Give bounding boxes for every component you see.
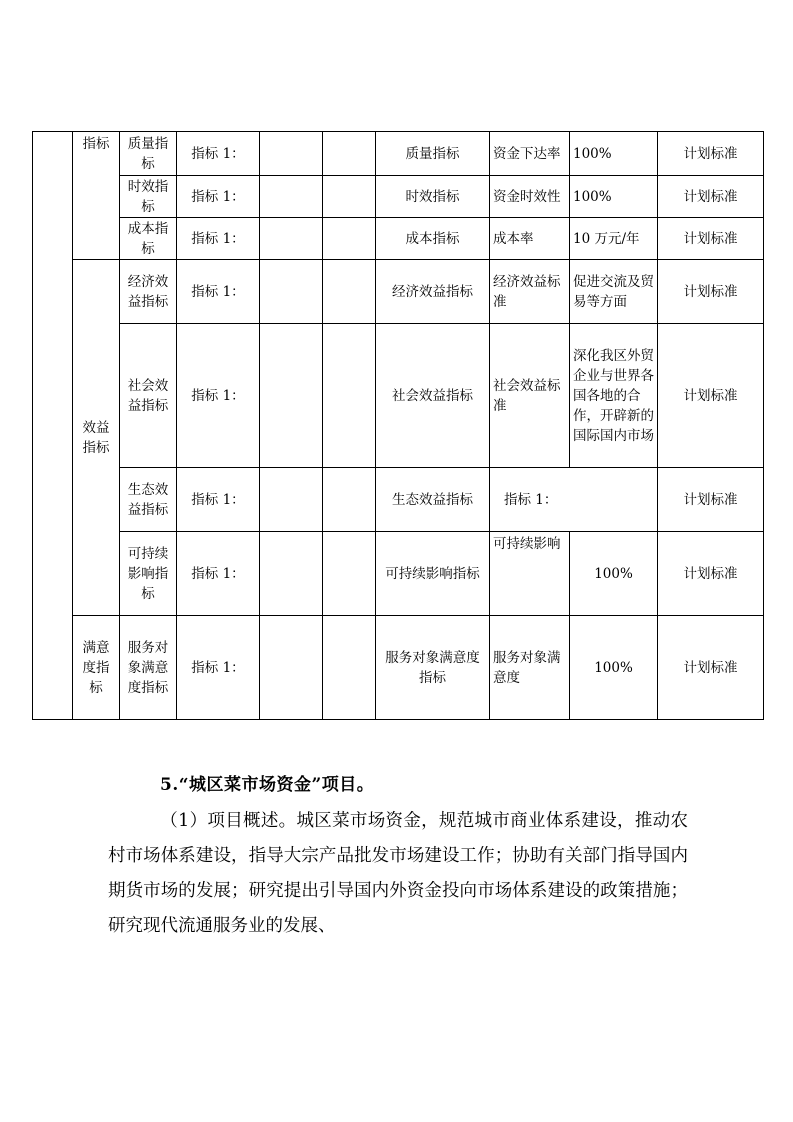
value-cell: 100% bbox=[570, 176, 658, 218]
value-cell: 100% bbox=[570, 132, 658, 176]
blank-cell bbox=[323, 260, 376, 324]
basis-cell: 计划标准 bbox=[658, 532, 764, 616]
indicator-cell: 指标 1： bbox=[177, 176, 260, 218]
table-row bbox=[33, 218, 764, 260]
basis-cell: 计划标准 bbox=[658, 132, 764, 176]
basis-cell: 计划标准 bbox=[658, 260, 764, 324]
standard-cell: 可持续影响 bbox=[490, 532, 570, 616]
basis-cell: 计划标准 bbox=[658, 468, 764, 532]
indicator-cell: 指标 1： bbox=[177, 324, 260, 468]
blank-cell bbox=[260, 324, 323, 468]
value-cell: 10 万元/年 bbox=[570, 218, 658, 260]
sub-indicator-cell: 质量指标 bbox=[120, 132, 177, 176]
indicator-name-cell: 时效指标 bbox=[376, 176, 490, 218]
sub-indicator-cell: 服务对象满意度指标 bbox=[120, 616, 177, 720]
sub-indicator-cell: 可持续影响指标 bbox=[120, 532, 177, 616]
indicator-cell: 指标 1： bbox=[177, 616, 260, 720]
basis-cell: 计划标准 bbox=[658, 176, 764, 218]
basis-cell: 计划标准 bbox=[658, 324, 764, 468]
blank-cell bbox=[323, 468, 376, 532]
category-cell: 满意度指标 bbox=[73, 616, 120, 720]
standard-cell: 指标 1： bbox=[490, 468, 658, 532]
indicator-cell: 指标 1： bbox=[177, 218, 260, 260]
indicator-name-cell: 可持续影响指标 bbox=[376, 532, 490, 616]
table-row bbox=[33, 324, 764, 468]
table-row bbox=[33, 132, 764, 176]
table-row bbox=[33, 176, 764, 218]
standard-cell: 资金下达率 bbox=[490, 132, 570, 176]
blank-cell bbox=[260, 616, 323, 720]
blank-cell bbox=[260, 532, 323, 616]
indicator-cell: 指标 1： bbox=[177, 132, 260, 176]
blank-cell bbox=[323, 532, 376, 616]
blank-cell bbox=[260, 132, 323, 176]
sub-indicator-cell: 社会效益指标 bbox=[120, 324, 177, 468]
indicator-cell: 指标 1： bbox=[177, 468, 260, 532]
standard-cell: 服务对象满意度 bbox=[490, 616, 570, 720]
sub-indicator-cell: 时效指标 bbox=[120, 176, 177, 218]
blank-cell bbox=[323, 176, 376, 218]
blank-cell bbox=[323, 324, 376, 468]
category-cell: 效益指标 bbox=[73, 260, 120, 616]
sub-indicator-cell: 成本指标 bbox=[120, 218, 177, 260]
value-cell: 深化我区外贸企业与世界各国各地的合作，开辟新的国际国内市场 bbox=[570, 324, 658, 468]
blank-cell bbox=[323, 132, 376, 176]
paragraph-text: （1）项目概述。城区菜市场资金，规范城市商业体系建设，推动农村市场体系建设，指导大宗产品批发市场建设工作；协助有关部门指导国内期货市场的发展；研究提出引导国内外资金投向市场体系建设的政策措施；研究现代流通服务业的发展、 bbox=[108, 811, 688, 936]
blank-cell bbox=[260, 218, 323, 260]
value-cell: 100% bbox=[570, 616, 658, 720]
indicator-name-cell: 服务对象满意度指标 bbox=[376, 616, 490, 720]
table-row bbox=[33, 532, 764, 616]
performance-indicator-table bbox=[32, 131, 764, 720]
indicator-name-cell: 社会效益指标 bbox=[376, 324, 490, 468]
section-heading: 5.“城区菜市场资金”项目。 bbox=[160, 775, 375, 795]
category-cell: 指标 bbox=[73, 132, 120, 260]
table-row bbox=[33, 468, 764, 532]
table-row bbox=[33, 260, 764, 324]
sub-indicator-cell: 生态效益指标 bbox=[120, 468, 177, 532]
blank-cell bbox=[260, 176, 323, 218]
indicator-cell: 指标 1： bbox=[177, 532, 260, 616]
indicator-name-cell: 质量指标 bbox=[376, 132, 490, 176]
standard-cell: 社会效益标准 bbox=[490, 324, 570, 468]
standard-cell: 资金时效性 bbox=[490, 176, 570, 218]
section-paragraph bbox=[108, 804, 688, 944]
basis-cell: 计划标准 bbox=[658, 218, 764, 260]
sub-indicator-cell: 经济效益指标 bbox=[120, 260, 177, 324]
standard-cell: 经济效益标准 bbox=[490, 260, 570, 324]
indicator-name-cell: 生态效益指标 bbox=[376, 468, 490, 532]
indicator-name-cell: 经济效益指标 bbox=[376, 260, 490, 324]
outer-blank-cell bbox=[33, 132, 73, 720]
blank-cell bbox=[260, 468, 323, 532]
basis-cell: 计划标准 bbox=[658, 616, 764, 720]
indicator-name-cell: 成本指标 bbox=[376, 218, 490, 260]
indicator-cell: 指标 1： bbox=[177, 260, 260, 324]
value-cell: 100% bbox=[570, 532, 658, 616]
blank-cell bbox=[323, 616, 376, 720]
table-row bbox=[33, 616, 764, 720]
blank-cell bbox=[260, 260, 323, 324]
value-cell: 促进交流及贸易等方面 bbox=[570, 260, 658, 324]
blank-cell bbox=[323, 218, 376, 260]
standard-cell: 成本率 bbox=[490, 218, 570, 260]
